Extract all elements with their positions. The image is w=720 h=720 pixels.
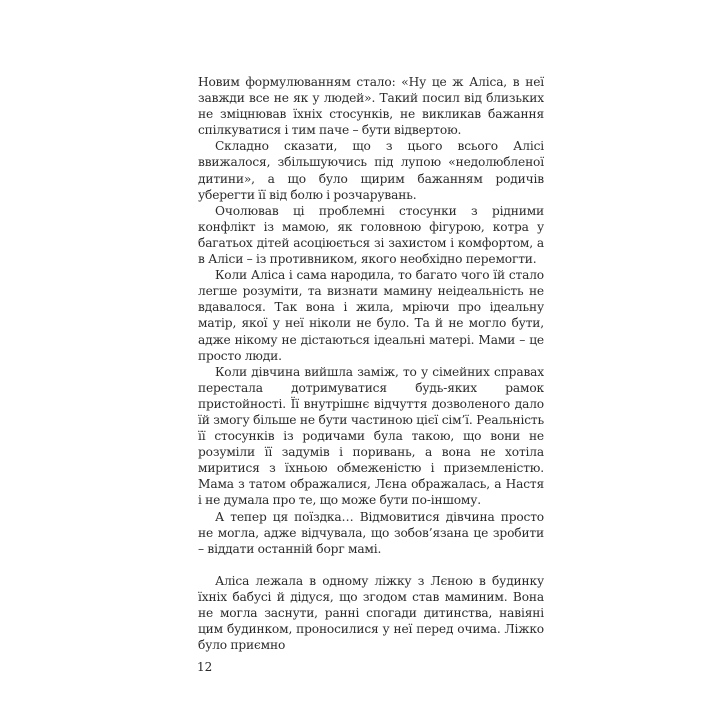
paragraph: Очолював ці проблемні стосунки з рідними конфлікт із мамою, як головною фігурою, котра у багатьох дітей асоціюється зі захистом і комфортом, а в Аліси – із противником, якого необхідно перемогти. <box>198 203 544 267</box>
section-break <box>198 557 544 573</box>
paragraph: Складно сказати, що з цього всього Алісі ввижалося, збільшуючись під лупою «недолюбленої дитини», а що було щирим бажанням родичів уберегти її від болю і розчарувань. <box>198 139 544 202</box>
paragraph: Аліса лежала в одному ліжку з Лєною в будинку їхніх бабусі й дідуся, що згодом став маминим. Вона не могла заснути, ранні спогади дитинства, навіяні цим будинком, проносилися у неї перед очима. Ліжко було приємно <box>198 573 544 653</box>
body-text <box>198 74 544 653</box>
paragraph: Коли Аліса і сама народила, то багато чого їй стало легше розуміти, та визнати мамину неідеальність не вдавалося. Так вона і жила, мріючи про ідеальну матір, якої у неї ніколи не було. Та й не могло бути, адже нікому не дістаються ідеальні матері. Мами – це просто люди. <box>198 268 544 363</box>
paragraph: Коли дівчина вийшла заміж, то у сімейних справах перестала дотримуватися будь-яких рамок пристойності. Її внутрішнє відчуття дозволеного дало їй змогу більше не бути частиною цієї сім’ї. Реальність її стосунків із родичами була такою, що вони не розуміли її задумів і поривань, а вона не хотіла миритися з їхньою обмеженістю і приземленістю. Мама з татом ображалися, Лєна ображалась, а Настя і не думала про те, що може бути по-іншому. <box>198 364 544 508</box>
paragraph-continued: Новим формулюванням стало: «Ну це ж Аліса, в неї завжди все не як у людей». Такий посил від близьких не зміцнював їхніх стосунків, не викликав бажання спілкуватися і тим паче – бути відвертою. <box>198 75 544 138</box>
page-number: 12 <box>197 660 213 674</box>
paragraph: А тепер ця поїздка… Відмовитися дівчина просто не могла, адже відчувала, що зобов’язана це зробити – віддати останній борг мамі. <box>198 509 544 556</box>
